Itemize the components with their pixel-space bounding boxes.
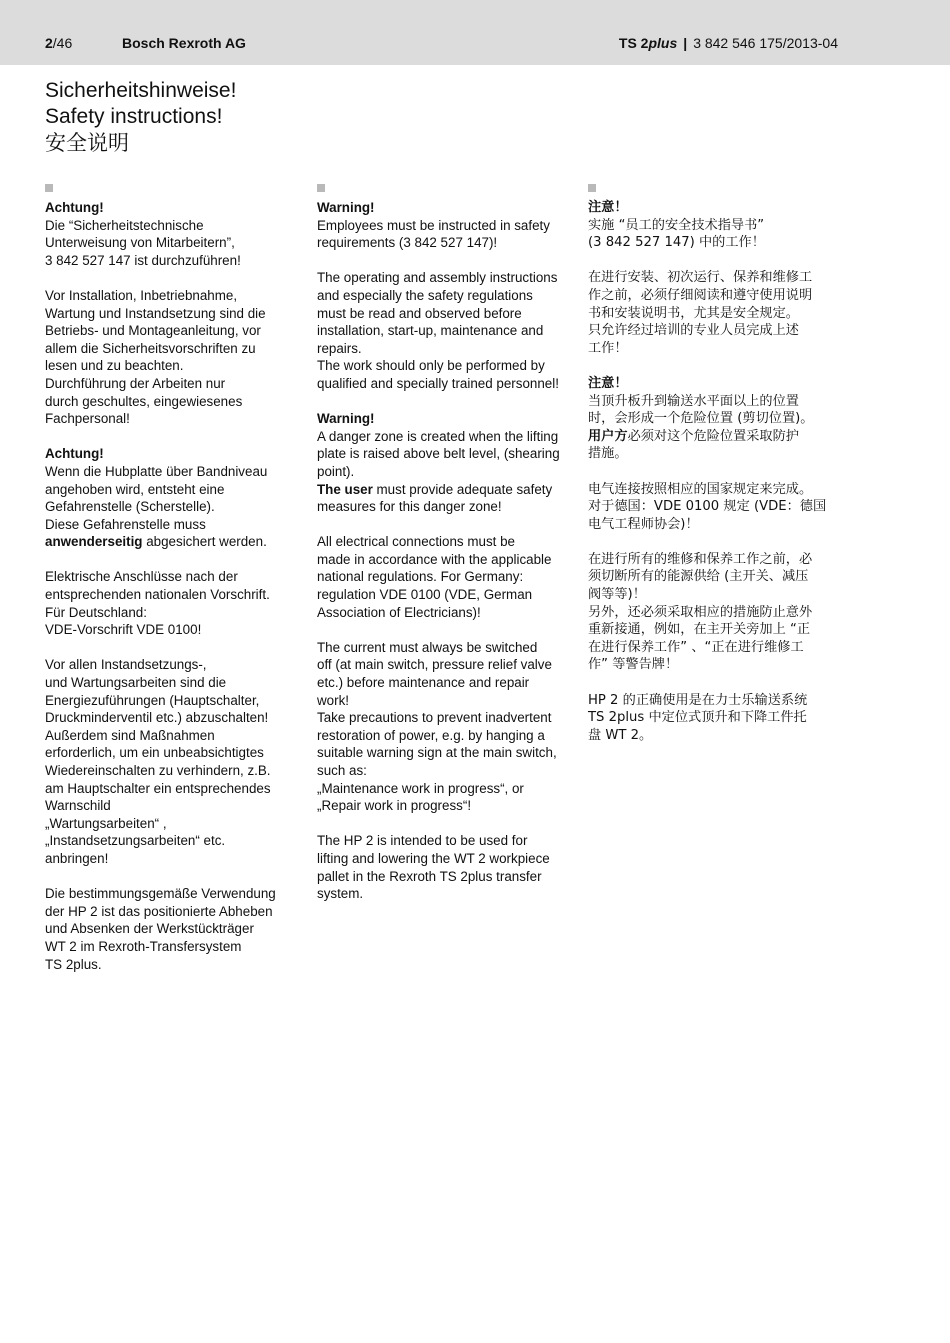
text-line: and especially the safety regulations xyxy=(317,287,533,303)
text-line: lesen und zu beachten. xyxy=(45,358,184,374)
text-line: Wiedereinschalten zu verhindern, z.B. xyxy=(45,763,271,778)
en-heading-2: Warning! xyxy=(317,411,375,427)
en-block-3 xyxy=(317,410,582,516)
text-line: TS 2plus. xyxy=(45,956,102,972)
text-line: allem die Sicherheitsvorschriften zu xyxy=(45,340,256,356)
bullet-marker xyxy=(45,184,53,192)
text-fragment: 必须对这个危险位置采取防护 xyxy=(627,428,799,444)
text-line: und Absenken der Werkstückträger xyxy=(45,921,254,937)
zh-block-3 xyxy=(588,375,850,463)
text-line: angehoben wird, entsteht eine xyxy=(45,481,225,497)
text-line: VDE-Vorschrift VDE 0100! xyxy=(45,622,202,638)
text-line: Druckminderventil etc.) abzuschalten! xyxy=(45,710,269,726)
de-block-6 xyxy=(45,885,307,973)
page-number xyxy=(45,35,72,51)
text-line: TS 2plus 中定位式顶升和下降工件托 xyxy=(588,710,807,726)
de-block-1 xyxy=(45,199,307,269)
text-line: Betriebs- und Montageanleitung, vor xyxy=(45,323,261,339)
text-line: qualified and specially trained personnel! xyxy=(317,375,559,391)
text-fragment: must provide adequate safety xyxy=(372,481,553,497)
text-line: 书和安装说明书，尤其是安全规定。 xyxy=(588,305,799,321)
text-line: The operating and assembly instructions xyxy=(317,270,558,286)
text-line: 作” 等警告牌！ xyxy=(588,657,679,673)
en-block-6 xyxy=(317,832,582,902)
column-german xyxy=(45,184,307,991)
text-line: der HP 2 ist das positionierte Abheben xyxy=(45,903,273,919)
header-separator: | xyxy=(683,35,688,51)
text-line: A danger zone is created when the lifting xyxy=(317,428,559,444)
text-line: „Instandsetzungsarbeiten“ etc. xyxy=(45,833,226,849)
en-block-1 xyxy=(317,199,582,252)
text-line: Die bestimmungsgemäße Verwendung xyxy=(45,886,276,902)
de-block-2 xyxy=(45,287,307,428)
title-de: Sicherheitshinweise! xyxy=(45,79,237,102)
text-line: Durchführung der Arbeiten nur xyxy=(45,375,226,391)
text-line: off (at main switch, pressure relief valve xyxy=(317,657,552,673)
text-line: made in accordance with the applicable xyxy=(317,551,552,567)
text-fragment: abgesichert werden. xyxy=(142,534,267,550)
text-line: 在进行所有的维修和保养工作之前，必 xyxy=(588,551,813,567)
zh-block-4 xyxy=(588,481,850,534)
section-titles xyxy=(45,78,236,156)
text-line: 对于德国：VDE 0100 规定 (VDE：德国 xyxy=(588,499,827,515)
text-line: „Repair work in progress“! xyxy=(317,798,472,814)
text-line: installation, start-up, maintenance and xyxy=(317,323,544,339)
zh-block-2 xyxy=(588,269,850,357)
text-line xyxy=(45,533,307,551)
text-line: 在进行安装、初次运行、保养和维修工 xyxy=(588,270,813,286)
text-line: lifting and lowering the WT 2 workpiece xyxy=(317,850,550,866)
text-line xyxy=(317,481,582,499)
text-line: Association of Electricians)! xyxy=(317,604,481,620)
text-line: Fachpersonal! xyxy=(45,411,130,427)
de-heading-2: Achtung! xyxy=(45,446,104,462)
en-heading-1: Warning! xyxy=(317,200,375,215)
text-line: 另外，还必须采取相应的措施防止意外 xyxy=(588,604,813,620)
text-line: 电气工程师协会)！ xyxy=(588,516,699,532)
doc-number: 3 842 546 175/2013-04 xyxy=(693,35,838,51)
text-line: Außerdem sind Maßnahmen xyxy=(45,727,215,743)
text-line: All electrical connections must be xyxy=(317,534,515,550)
page-total: /46 xyxy=(52,35,73,51)
product-name xyxy=(619,35,677,51)
zh-heading-1: 注意！ xyxy=(588,200,628,215)
text-line: Für Deutschland: xyxy=(45,604,147,620)
text-line: such as: xyxy=(317,763,367,778)
de-heading-1: Achtung! xyxy=(45,200,104,215)
page-current: 2 xyxy=(45,35,53,51)
text-line: work! xyxy=(317,692,349,708)
text-line: 阀等等)！ xyxy=(588,587,646,603)
text-line: erforderlich, um ein unbeabsichtigtes xyxy=(45,745,264,761)
text-line: Wartung und Instandsetzung sind die xyxy=(45,305,266,321)
text-line: Unterweisung von Mitarbeitern”, xyxy=(45,235,235,251)
de-block-5 xyxy=(45,656,307,867)
text-line: regulation VDE 0100 (VDE, German xyxy=(317,587,533,603)
text-line: Take precautions to prevent inadvertent xyxy=(317,710,552,726)
en-block-4 xyxy=(317,533,582,621)
zh-block-1 xyxy=(588,199,850,252)
text-line: The current must always be switched xyxy=(317,639,538,655)
text-line: point). xyxy=(317,463,355,479)
text-line: measures for this danger zone! xyxy=(317,499,502,515)
text-line: Energiezuführungen (Hauptschalter, xyxy=(45,692,260,708)
text-line: 工作！ xyxy=(588,340,628,356)
text-line: pallet in the Rexroth TS 2plus transfer xyxy=(317,868,542,884)
text-line: WT 2 im Rexroth-Transfersystem xyxy=(45,938,242,954)
text-line: durch geschultes, eingewiesenes xyxy=(45,393,243,409)
text-line: 只允许经过培训的专业人员完成上述 xyxy=(588,323,799,339)
text-line: suitable warning sign at the main switch, xyxy=(317,745,557,761)
text-line: Vor Installation, Inbetriebnahme, xyxy=(45,287,238,303)
column-chinese xyxy=(588,184,850,762)
text-line: 当顶升板升到输送水平面以上的位置 xyxy=(588,393,799,409)
text-line: HP 2 的正确使用是在力士乐输送系统 xyxy=(588,692,808,708)
zh-block-6 xyxy=(588,692,850,745)
text-line: und Wartungsarbeiten sind die xyxy=(45,675,227,691)
emphasis-text: The user xyxy=(317,481,373,497)
product-prefix: TS 2 xyxy=(618,35,649,51)
en-block-5 xyxy=(317,639,582,815)
zh-heading-2: 注意！ xyxy=(588,375,628,391)
text-line: Warnschild xyxy=(45,798,111,814)
text-line: repairs. xyxy=(317,340,362,356)
text-line: „Wartungsarbeiten“ , xyxy=(45,815,167,831)
text-line xyxy=(588,428,850,446)
text-line: anbringen! xyxy=(45,850,109,866)
text-line: 时，会形成一个危险位置 (剪切位置)。 xyxy=(588,411,814,427)
emphasis-text: anwenderseitig xyxy=(45,534,143,550)
text-line: „Maintenance work in progress“, or xyxy=(317,780,524,796)
text-line: 电气连接按照相应的国家规定来完成。 xyxy=(588,481,813,497)
text-line: 盘 WT 2。 xyxy=(588,727,653,743)
company-name: Bosch Rexroth AG xyxy=(122,35,246,51)
text-line: 措施。 xyxy=(588,446,628,462)
bullet-marker xyxy=(588,184,596,192)
de-block-4 xyxy=(45,568,307,638)
text-line: (3 842 527 147) 中的工作！ xyxy=(588,235,765,251)
text-line: 在进行保养工作” 、“正在进行维修工 xyxy=(588,639,804,655)
emphasis-text: 用户方 xyxy=(588,428,628,444)
text-line: Vor allen Instandsetzungs-, xyxy=(45,657,207,673)
en-block-2 xyxy=(317,269,582,392)
text-line: 作之前，必须仔细阅读和遵守使用说明 xyxy=(588,287,813,303)
text-line: system. xyxy=(317,886,364,902)
text-line: national regulations. For Germany: xyxy=(317,569,524,585)
text-line: Elektrische Anschlüsse nach der xyxy=(45,569,238,585)
text-line: requirements (3 842 527 147)! xyxy=(317,235,498,251)
text-line: restoration of power, e.g. by hanging a xyxy=(317,727,545,743)
text-line: entsprechenden nationalen Vorschrift. xyxy=(45,587,270,603)
text-line: Diese Gefahrenstelle muss xyxy=(45,516,206,532)
text-line: Gefahrenstelle (Scherstelle). xyxy=(45,499,215,515)
text-line: am Hauptschalter ein entsprechendes xyxy=(45,780,271,796)
text-line: 重新接通，例如，在主开关旁加上 “正 xyxy=(588,622,811,638)
product-suffix: plus xyxy=(648,35,678,51)
page-header xyxy=(0,0,950,65)
text-line: The work should only be performed by xyxy=(317,358,545,374)
text-line: plate is raised above belt level, (shearing xyxy=(317,446,560,462)
text-line: must be read and observed before xyxy=(317,305,522,321)
document-id xyxy=(619,35,838,51)
de-block-3 xyxy=(45,445,307,551)
title-zh: 安全说明 xyxy=(45,131,129,155)
column-english xyxy=(317,184,582,920)
text-line: 须切断所有的能源供给 (主开关、减压 xyxy=(588,569,809,585)
text-line: Wenn die Hubplatte über Bandniveau xyxy=(45,463,268,479)
text-line: 实施 “员工的安全技术指导书” xyxy=(588,217,765,233)
text-line: Die “Sicherheitstechnische xyxy=(45,217,204,233)
zh-block-5 xyxy=(588,551,850,674)
text-line: The HP 2 is intended to be used for xyxy=(317,833,528,849)
title-en: Safety instructions! xyxy=(45,105,223,128)
text-line: etc.) before maintenance and repair xyxy=(317,675,530,691)
bullet-marker xyxy=(317,184,325,192)
text-line: 3 842 527 147 ist durchzuführen! xyxy=(45,252,241,268)
text-line: Employees must be instructed in safety xyxy=(317,217,550,233)
